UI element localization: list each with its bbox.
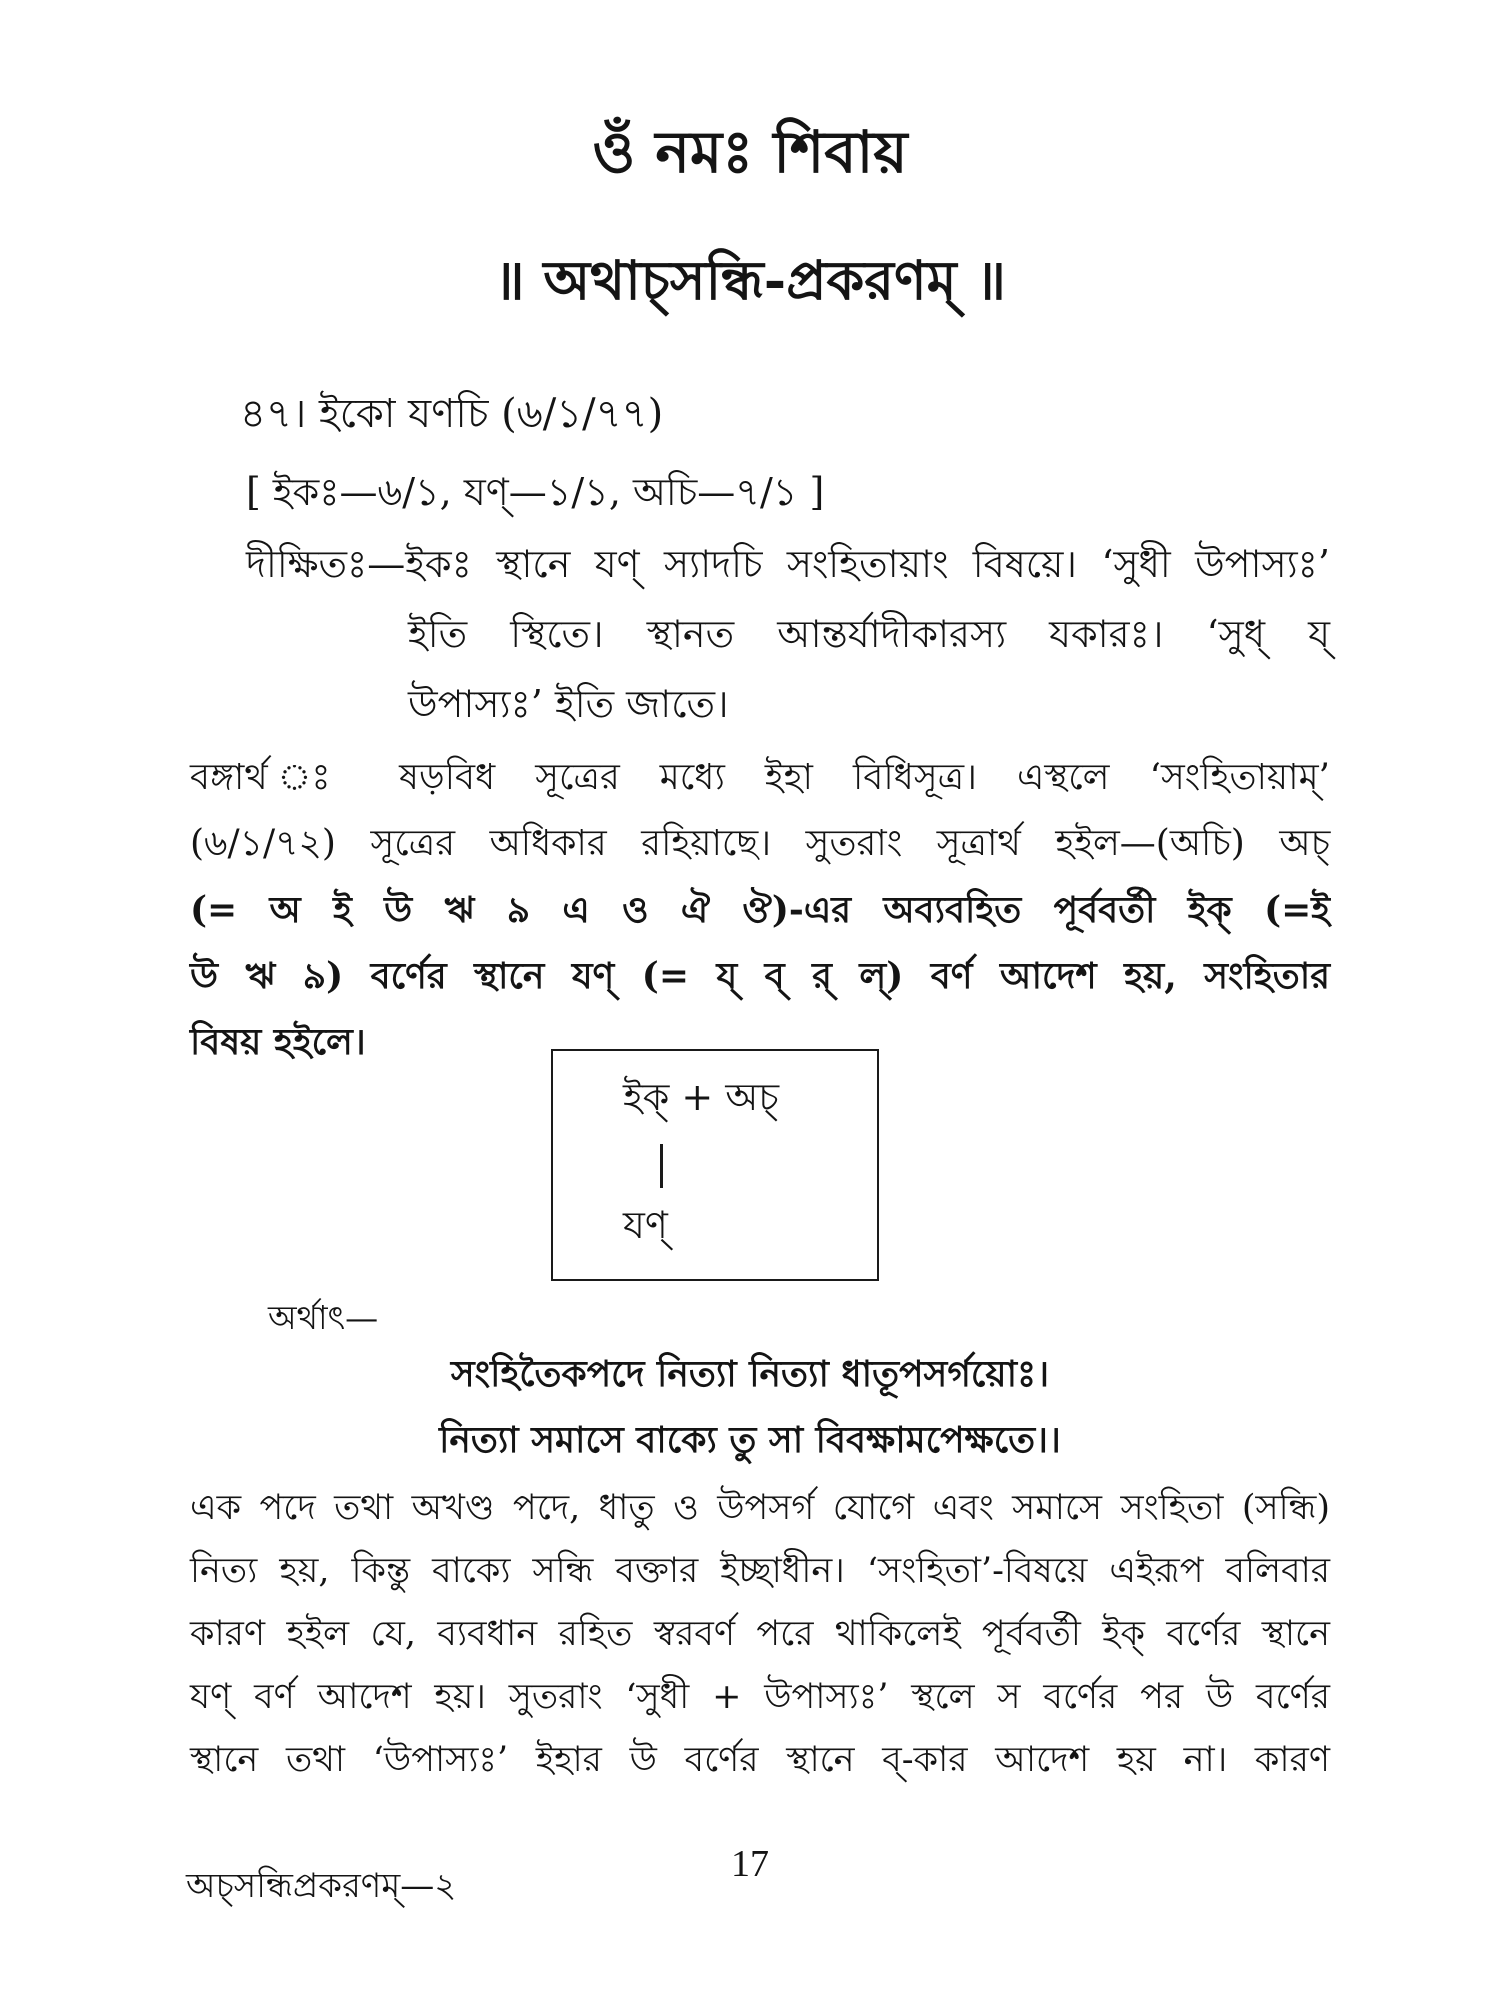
explanation-line: নিত্য হয়, কিন্তু বাক্যে সন্ধি বক্তার ইচ্ছাধীন। ‘সংহিতা’-বিষয়ে এইরূপ বলিবার [190,1551,1330,1591]
page-number: 17 [731,1843,769,1885]
footer-section-label: অচ্‌সন্ধিপ্রকরণম্‌—২ [186,1866,457,1906]
sutra-analysis: [ ইকঃ—৬/১, যণ্‌—১/১, অচি—৭/১ ] [246,470,825,514]
explanation-line: কারণ হইল যে, ব্যবধান রহিত স্বরবর্ণ পরে থাকিলেই পূর্ববর্তী ইক্‌ বর্ণের স্থানে [190,1614,1330,1654]
substitution-diagram [551,1049,879,1281]
bengali-meaning-line: বিষয় হইলে। [190,1021,366,1063]
sutra-heading: ৪৭। ইকো যণচি (৬/১/৭৭) [240,391,664,437]
bengali-meaning-line: (৬/১/৭২) সূত্রের অধিকার রহিয়াছে। সুতরাং সূত্রার্থ হইল—(অচি) অচ্‌ [190,823,1330,864]
diagram-connector [660,1144,663,1188]
bengali-meaning-line: (= অ ই উ ঋ ৯ এ ও ঐ ঔ)-এর অব্যবহিত পূর্ববর্তী ইক্‌ (=ই [190,889,1330,931]
explanation-line: এক পদে তথা অখণ্ড পদে, ধাতু ও উপসর্গ যোগে এবং সমাসে সংহিতা (সন্ধি) [190,1488,1330,1528]
explanation-line: স্থানে তথা ‘উপাস্যঃ’ ইহার উ বর্ণের স্থানে ব্‌-কার আদেশ হয় না। কারণ [190,1740,1330,1780]
dikshita-line: উপাস্যঃ’ ইতি জাতে। [408,682,729,726]
verse-line: সংহিতৈকপদে নিত্যা নিত্যা ধাতূপসর্গয়োঃ। [450,1353,1050,1395]
bengali-meaning-line: বঙ্গার্থ ঃ ষড়বিধ সূত্রের মধ্যে ইহা বিধিসূত্র। এস্থলে ‘সংহিতায়াম্‌’ [190,757,1330,798]
diagram-bottom-label: যণ্‌ [623,1203,668,1247]
dikshita-line: ইতি স্থিতে। স্থানত আন্তর্যাদীকারস্য যকারঃ। ‘সুধ্‌ য্‌ [408,612,1330,656]
verse-line: নিত্যা সমাসে বাক্যে তু সা বিবক্ষামপেক্ষতে।। [439,1419,1061,1461]
invocation-heading: ওঁ নমঃ শিবায় [592,118,908,186]
arthat-label: অর্থাৎ— [268,1298,379,1337]
dikshita-line: দীক্ষিতঃ—ইকঃ স্থানে যণ্‌ স্যাদচি সংহিতায়াং বিষয়ে। ‘সুধী উপাস্যঃ’ [246,542,1330,586]
diagram-top-label: ইক্‌ + অচ্‌ [623,1075,779,1119]
bengali-meaning-line: উ ঋ ৯) বর্ণের স্থানে যণ্‌ (= য্‌ ব্‌ র্‌ ল্‌) বর্ণ আদেশ হয়, সংহিতার [190,955,1330,997]
chapter-title: ॥ অথাচ্‌সন্ধি-প্রকরণম্‌ ॥ [494,248,1006,312]
explanation-line: যণ্‌ বর্ণ আদেশ হয়। সুতরাং ‘সুধী + উপাস্যঃ’ স্থলে স বর্ণের পর উ বর্ণের [190,1677,1330,1717]
